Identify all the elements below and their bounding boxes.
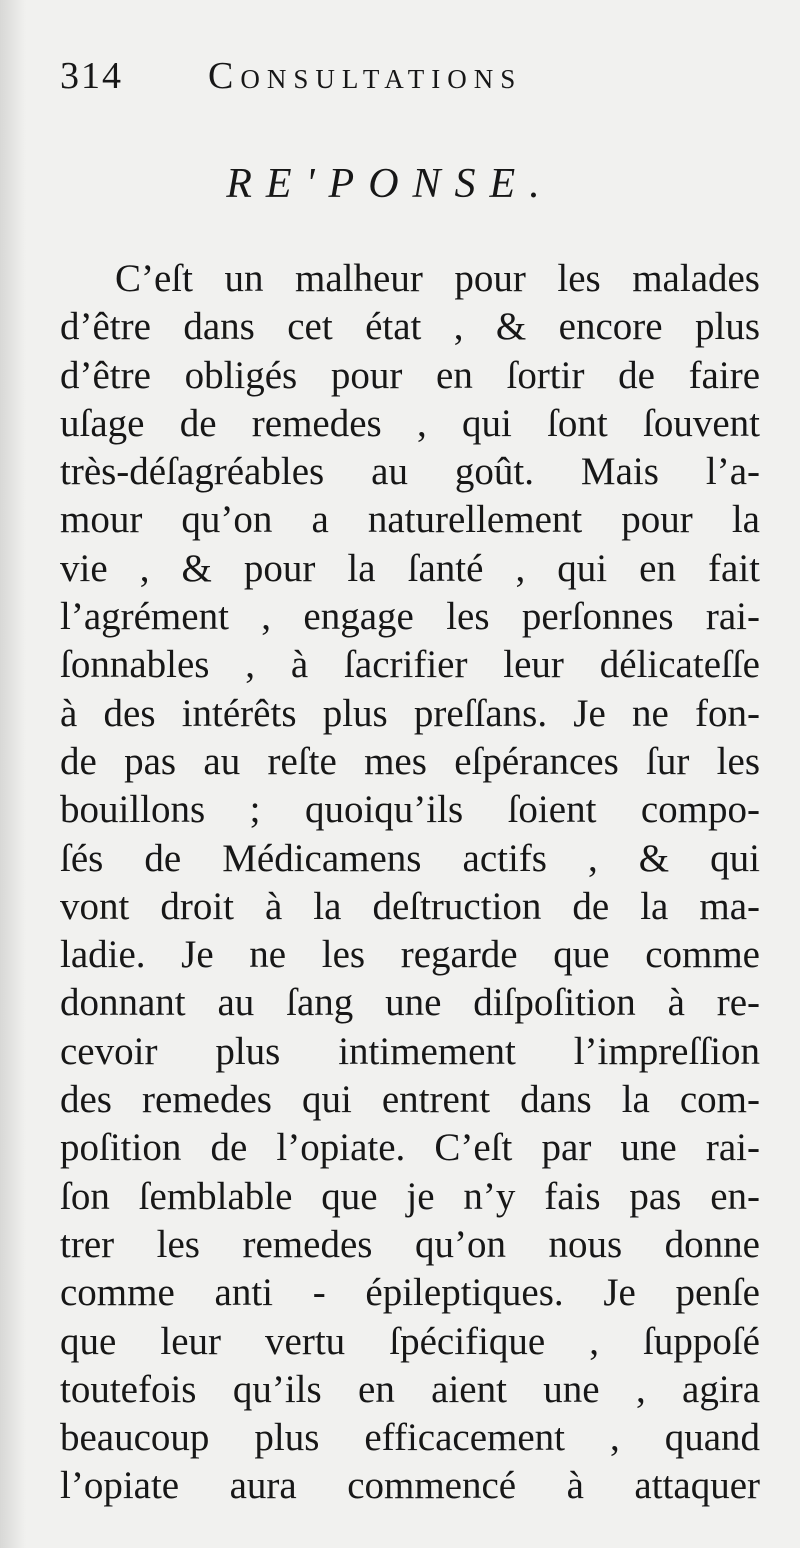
text-line: très-déſagréables au goût. Mais l’a- xyxy=(60,450,760,494)
text-line: ſon ſemblable que je n’y fais pas en- xyxy=(60,1174,760,1218)
text-line: des remedes qui entrent dans la com- xyxy=(60,1078,760,1122)
text-line: que leur vertu ſpécifique , ſuppoſé xyxy=(60,1319,760,1363)
text-line: uſage de remedes , qui ſont ſouvent xyxy=(60,401,760,445)
text-line: à des intérêts plus preſſans. Je ne fon- xyxy=(60,691,760,735)
text-line: ſés de Médicamens actifs , & qui xyxy=(60,836,760,880)
text-line: de pas au reſte mes eſpérances ſur les xyxy=(60,739,760,783)
text-line: toutefois qu’ils en aient une , agira xyxy=(60,1367,760,1411)
text-line: C’eſt un malheur pour les malades xyxy=(115,257,760,300)
text-line: mour qu’on a naturellement pour la xyxy=(60,498,760,542)
text-line: poſition de l’opiate. C’eſt par une rai- xyxy=(60,1126,760,1170)
text-line: trer les remedes qu’on nous donne xyxy=(60,1222,760,1266)
text-line: vont droit à la deſtruction de la ma- xyxy=(60,884,760,928)
text-line: d’être obligés pour en ſortir de faire xyxy=(60,353,760,397)
text-line: vie , & pour la ſanté , qui en fait xyxy=(60,546,760,590)
page-number: 314 xyxy=(60,55,123,97)
section-title: RE'PONSE. xyxy=(226,161,554,207)
text-line: ladie. Je ne les regarde que comme xyxy=(60,933,760,977)
text-line: bouillons ; quoiqu’ils ſoient compo- xyxy=(60,788,760,832)
text-line: cevoir plus intimement l’impreſſion xyxy=(60,1029,760,1073)
text-line: d’être dans cet état , & encore plus xyxy=(60,305,760,349)
running-title: Consultations xyxy=(208,55,523,97)
text-line: donnant au ſang une diſpoſition à re- xyxy=(60,981,760,1025)
text-line: l’opiate aura commencé à attaquer xyxy=(60,1464,760,1508)
running-head xyxy=(60,50,700,104)
text-line: beaucoup plus efficacement , quand xyxy=(60,1416,760,1460)
body-text xyxy=(60,255,760,1511)
text-line: comme anti - épileptiques. Je penſe xyxy=(60,1271,760,1315)
text-line: ſonnables , à ſacrifier leur délicateſſe xyxy=(60,643,760,687)
text-line: l’agrément , engage les perſonnes rai- xyxy=(60,595,760,639)
